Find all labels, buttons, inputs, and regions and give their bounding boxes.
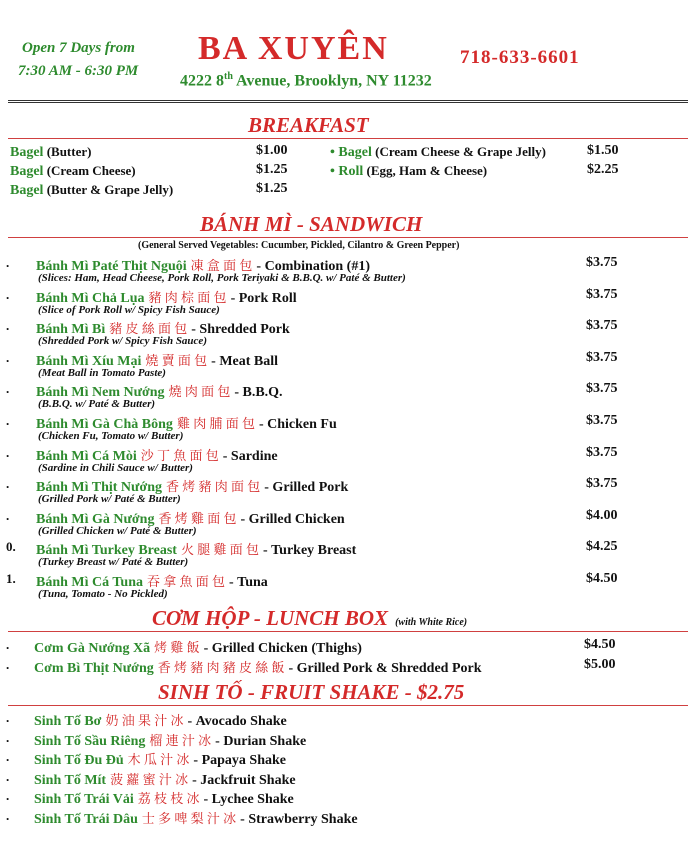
breakfast-item-name: Bagel	[10, 145, 44, 160]
item-name: Bánh Mì Gà Nướng	[36, 511, 155, 527]
item-chinese-name: 凍 盒 面 包	[190, 258, 253, 273]
address-number: 4222 8	[180, 72, 224, 90]
restaurant-name: BA XUYÊN	[198, 30, 389, 67]
item-english-name: - Durian Shake	[215, 733, 307, 749]
item-chinese-name: 香 烤 雞 面 包	[158, 510, 237, 526]
item-chinese-name: 豬 皮 絲 面 包	[109, 321, 188, 337]
item-name: Sinh Tố Trái Vải	[34, 792, 134, 808]
item-chinese-name: 沙 丁 魚 面 包	[140, 447, 219, 463]
item-description: (Slice of Pork Roll w/ Spicy Fish Sauce)	[38, 303, 220, 316]
item-english-name: - Avocado Shake	[187, 714, 287, 729]
breakfast-item-detail: (Cream Cheese)	[43, 163, 136, 178]
item-english-name: - Grilled Chicken (Thighs)	[203, 641, 362, 656]
item-description: (Shredded Pork w/ Spicy Fish Sauce)	[38, 335, 207, 348]
breakfast-item-price: $1.50	[587, 143, 619, 158]
sandwich-rule	[8, 237, 688, 238]
item-name: Bánh Mì Bì	[36, 322, 106, 338]
item-name: Bánh Mì Gà Chà Bông	[36, 417, 173, 432]
item-english-name: - Meat Ball	[211, 353, 279, 369]
breakfast-item-bullet: •	[330, 145, 339, 160]
item-number: .	[6, 349, 10, 365]
lunchbox-rule	[8, 631, 688, 632]
item-english-name: - Grilled Pork & Shredded Pork	[288, 661, 482, 676]
item-english-name: - Papaya Shake	[193, 753, 286, 769]
shake-item	[34, 730, 306, 750]
item-price: $3.75	[586, 444, 618, 460]
item-chinese-name: 雞 肉 脯 面 包	[176, 416, 255, 431]
address-suffix: th	[224, 71, 233, 82]
item-name: Cơm Bì Thịt Nướng	[34, 661, 154, 676]
item-name: Bánh Mì Turkey Breast	[36, 543, 177, 559]
item-description: (Sardine in Chili Sauce w/ Butter)	[38, 461, 193, 474]
breakfast-item-price: $2.25	[587, 162, 619, 177]
item-number: .	[6, 255, 10, 270]
item-chinese-name: 豬 肉 棕 面 包	[148, 289, 227, 305]
item-price: $3.75	[586, 476, 618, 492]
breakfast-item	[10, 162, 136, 180]
item-number: .	[6, 286, 10, 302]
lunchbox-title: CƠM HỘP - LUNCH BOX	[152, 606, 389, 630]
item-english-name: - Pork Roll	[230, 290, 297, 306]
breakfast-item-name: Bagel	[10, 183, 44, 198]
shake-title: SINH TỐ - FRUIT SHAKE - $2.75	[158, 680, 465, 704]
item-description: (Grilled Pork w/ Paté & Butter)	[38, 493, 181, 506]
item-description: (Chicken Fu, Tomato w/ Butter)	[38, 430, 184, 442]
item-english-name: - Grilled Chicken	[240, 511, 345, 527]
item-chinese-name: 奶 油 果 汁 冰	[105, 713, 184, 728]
shake-rule	[8, 705, 688, 706]
item-number: .	[6, 729, 10, 745]
breakfast-item	[10, 143, 91, 161]
lunchbox-item	[34, 657, 482, 677]
item-number: .	[6, 507, 10, 523]
item-chinese-name: 燒 賣 面 包	[145, 352, 208, 368]
item-number: .	[6, 710, 10, 725]
shake-item	[34, 808, 358, 828]
item-number: .	[6, 657, 10, 672]
item-chinese-name: 香 烤 豬 肉 豬 皮 絲 飯	[157, 660, 285, 675]
item-description: (B.B.Q. w/ Paté & Butter)	[38, 398, 156, 411]
item-price: $3.75	[586, 255, 618, 270]
item-chinese-name: 吞 拿 魚 面 包	[147, 574, 226, 589]
item-chinese-name: 荔 枝 枝 冰	[137, 791, 200, 807]
item-name: Cơm Gà Nướng Xã	[34, 641, 151, 656]
item-name: Bánh Mì Nem Nướng	[36, 385, 165, 401]
item-name: Bánh Mì Cá Tuna	[36, 575, 143, 590]
breakfast-item-detail: (Butter & Grape Jelly)	[43, 182, 174, 197]
sandwich-note: (General Served Vegetables: Cucumber, Pickled, Cilantro & Green Pepper)	[138, 240, 460, 251]
breakfast-item-bullet: •	[330, 164, 339, 179]
item-english-name: - Sardine	[222, 448, 278, 464]
item-name: Bánh Mì Paté Thịt Nguội	[36, 259, 187, 274]
breakfast-item	[330, 162, 487, 180]
breakfast-item-name: Bagel	[338, 145, 372, 160]
item-number: .	[6, 637, 10, 652]
item-name: Bánh Mì Cá Mòi	[36, 448, 137, 464]
item-number: 0.	[6, 539, 16, 555]
item-english-name: - Tuna	[229, 575, 268, 590]
item-price: $5.00	[584, 657, 616, 672]
breakfast-item	[330, 143, 546, 161]
item-price: $3.75	[586, 349, 618, 365]
item-name: Bánh Mì Chả Lụa	[36, 290, 145, 306]
item-english-name: - Chicken Fu	[258, 417, 337, 432]
item-number: .	[6, 808, 10, 823]
breakfast-title: BREAKFAST	[248, 113, 369, 137]
item-description: (Grilled Chicken w/ Paté & Butter)	[38, 524, 197, 537]
item-number: .	[6, 381, 10, 397]
item-description: (Tuna, Tomato - No Pickled)	[38, 588, 168, 600]
item-english-name: - Combination (#1)	[256, 259, 370, 274]
item-price: $4.25	[586, 539, 618, 555]
hours-line-2: 7:30 AM - 6:30 PM	[18, 63, 139, 79]
breakfast-item-detail: (Butter)	[43, 144, 92, 159]
item-name: Bánh Mì Thịt Nướng	[36, 480, 162, 496]
item-name: Sinh Tố Sầu Riêng	[34, 733, 146, 749]
lunchbox-item	[34, 637, 362, 657]
item-number: .	[6, 444, 10, 460]
item-price: $4.50	[584, 637, 616, 652]
item-number: .	[6, 413, 10, 428]
breakfast-item	[10, 181, 173, 199]
shake-item	[34, 710, 287, 730]
shake-item	[34, 788, 294, 808]
breakfast-item-name: Bagel	[10, 164, 44, 179]
item-name: Sinh Tố Mít	[34, 772, 107, 788]
item-price: $3.75	[586, 318, 618, 334]
item-chinese-name: 香 烤 豬 肉 面 包	[166, 479, 261, 495]
item-description: (Slices: Ham, Head Cheese, Pork Roll, Pork Teriyaki & B.B.Q. w/ Paté & Butter)	[38, 272, 406, 284]
sandwich-title: BÁNH MÌ - SANDWICH	[200, 212, 423, 236]
item-english-name: - Lychee Shake	[203, 792, 294, 808]
item-chinese-name: 士 多 啤 梨 汁 冰	[141, 811, 237, 826]
breakfast-item-name: Roll	[338, 164, 364, 179]
item-number: .	[6, 768, 10, 784]
item-english-name: - Jackfruit Shake	[192, 772, 296, 788]
phone-number: 718-633-6601	[460, 47, 580, 68]
item-chinese-name: 木 瓜 汁 冰	[127, 752, 190, 768]
item-number: .	[6, 749, 10, 765]
item-name: Sinh Tố Trái Dâu	[34, 812, 138, 827]
item-chinese-name: 燒 肉 面 包	[168, 384, 231, 400]
item-price: $4.50	[586, 571, 618, 586]
item-name: Sinh Tố Đu Đủ	[34, 753, 124, 769]
item-description: (Turkey Breast w/ Paté & Butter)	[38, 556, 189, 569]
item-number: .	[6, 318, 10, 334]
breakfast-item-price: $1.25	[256, 162, 288, 177]
header-divider	[8, 100, 688, 103]
shake-item	[34, 749, 286, 769]
shake-item	[34, 769, 296, 789]
breakfast-item-price: $1.00	[256, 143, 288, 158]
item-chinese-name: 菠 蘿 蜜 汁 冰	[110, 771, 189, 787]
breakfast-item-price: $1.25	[256, 181, 288, 196]
lunchbox-heading	[152, 606, 467, 631]
item-description: (Meat Ball in Tomato Paste)	[38, 366, 166, 379]
item-name: Sinh Tố Bơ	[34, 714, 102, 729]
item-english-name: - Turkey Breast	[262, 543, 357, 559]
item-english-name: - Strawberry Shake	[240, 812, 358, 827]
item-english-name: - Grilled Pork	[264, 480, 349, 496]
item-chinese-name: 烤 雞 飯	[154, 640, 200, 655]
item-chinese-name: 榴 連 汁 冰	[149, 732, 212, 748]
item-number: .	[6, 476, 10, 492]
item-chinese-name: 火 腿 雞 面 包	[180, 542, 259, 558]
item-number: 1.	[6, 571, 16, 586]
item-price: $4.00	[586, 507, 618, 523]
lunchbox-note: (with White Rice)	[395, 617, 468, 628]
item-number: .	[6, 788, 10, 804]
item-english-name: - Shredded Pork	[191, 322, 290, 338]
item-english-name: - B.B.Q.	[234, 385, 283, 401]
breakfast-item-detail: (Egg, Ham & Cheese)	[363, 163, 488, 178]
hours-line-1: Open 7 Days from	[22, 40, 135, 56]
address-street: Avenue, Brooklyn, NY 11232	[232, 72, 432, 90]
restaurant-address	[180, 71, 432, 90]
breakfast-rule	[8, 138, 688, 139]
item-price: $3.75	[586, 413, 618, 428]
item-price: $3.75	[586, 286, 618, 302]
item-price: $3.75	[586, 381, 618, 397]
breakfast-item-detail: (Cream Cheese & Grape Jelly)	[371, 144, 546, 159]
item-name: Bánh Mì Xíu Mại	[36, 353, 142, 369]
